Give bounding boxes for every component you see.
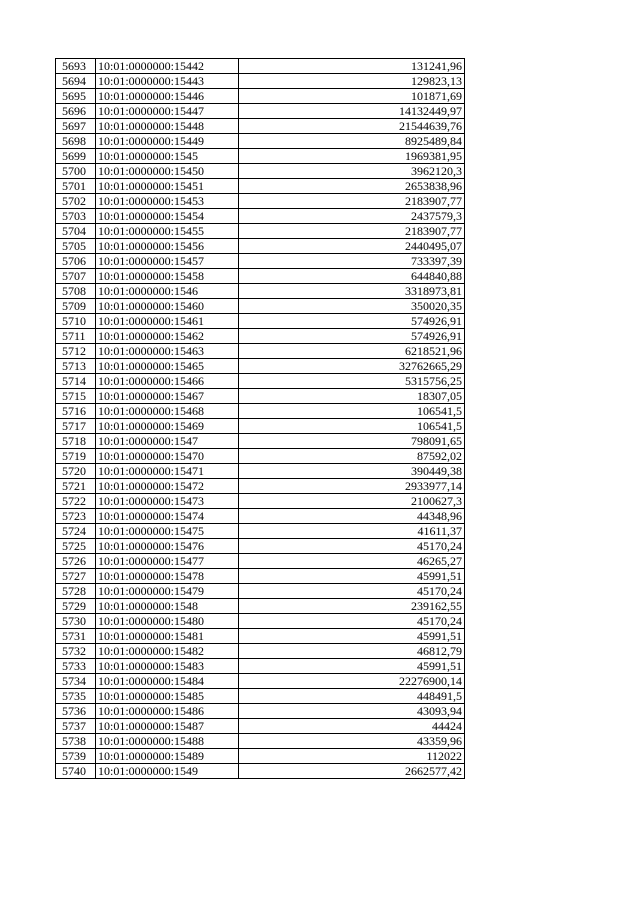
value-cell: 43093,94 <box>239 704 465 719</box>
value-cell: 44424 <box>239 719 465 734</box>
cadastral-number-cell: 10:01:0000000:1546 <box>96 284 239 299</box>
value-cell: 41611,37 <box>239 524 465 539</box>
row-number-cell: 5734 <box>56 674 96 689</box>
row-number-cell: 5717 <box>56 419 96 434</box>
cadastral-number-cell: 10:01:0000000:15453 <box>96 194 239 209</box>
row-number-cell: 5707 <box>56 269 96 284</box>
row-number-cell: 5732 <box>56 644 96 659</box>
cadastral-number-cell: 10:01:0000000:15448 <box>96 119 239 134</box>
row-number-cell: 5735 <box>56 689 96 704</box>
value-cell: 106541,5 <box>239 404 465 419</box>
table-row <box>56 629 465 644</box>
table-row <box>56 134 465 149</box>
table-row <box>56 254 465 269</box>
table-row <box>56 314 465 329</box>
row-number-cell: 5705 <box>56 239 96 254</box>
row-number-cell: 5725 <box>56 539 96 554</box>
cadastral-number-cell: 10:01:0000000:15471 <box>96 464 239 479</box>
value-cell: 8925489,84 <box>239 134 465 149</box>
value-cell: 574926,91 <box>239 329 465 344</box>
cadastral-number-cell: 10:01:0000000:15462 <box>96 329 239 344</box>
value-cell: 574926,91 <box>239 314 465 329</box>
row-number-cell: 5727 <box>56 569 96 584</box>
cadastral-number-cell: 10:01:0000000:15480 <box>96 614 239 629</box>
cadastral-number-cell: 10:01:0000000:15450 <box>96 164 239 179</box>
cadastral-number-cell: 10:01:0000000:15488 <box>96 734 239 749</box>
cadastral-number-cell: 10:01:0000000:15466 <box>96 374 239 389</box>
table-row <box>56 539 465 554</box>
cadastral-number-cell: 10:01:0000000:15457 <box>96 254 239 269</box>
row-number-cell: 5736 <box>56 704 96 719</box>
row-number-cell: 5731 <box>56 629 96 644</box>
cadastral-number-cell: 10:01:0000000:1548 <box>96 599 239 614</box>
cadastral-number-cell: 10:01:0000000:15465 <box>96 359 239 374</box>
row-number-cell: 5702 <box>56 194 96 209</box>
table-row <box>56 584 465 599</box>
table-row <box>56 149 465 164</box>
row-number-cell: 5723 <box>56 509 96 524</box>
value-cell: 106541,5 <box>239 419 465 434</box>
table-row <box>56 299 465 314</box>
row-number-cell: 5709 <box>56 299 96 314</box>
value-cell: 112022 <box>239 749 465 764</box>
row-number-cell: 5696 <box>56 104 96 119</box>
cadastral-number-cell: 10:01:0000000:15442 <box>96 59 239 74</box>
cadastral-number-cell: 10:01:0000000:15482 <box>96 644 239 659</box>
value-cell: 45170,24 <box>239 614 465 629</box>
cadastral-number-cell: 10:01:0000000:15487 <box>96 719 239 734</box>
value-cell: 44348,96 <box>239 509 465 524</box>
value-cell: 14132449,97 <box>239 104 465 119</box>
table-row <box>56 674 465 689</box>
cadastral-number-cell: 10:01:0000000:15447 <box>96 104 239 119</box>
table-row <box>56 164 465 179</box>
row-number-cell: 5695 <box>56 89 96 104</box>
value-cell: 798091,65 <box>239 434 465 449</box>
cadastral-number-cell: 10:01:0000000:15454 <box>96 209 239 224</box>
cadastral-number-cell: 10:01:0000000:15467 <box>96 389 239 404</box>
value-cell: 45991,51 <box>239 659 465 674</box>
value-cell: 3962120,3 <box>239 164 465 179</box>
table-row <box>56 119 465 134</box>
table-row <box>56 734 465 749</box>
row-number-cell: 5728 <box>56 584 96 599</box>
table-row <box>56 209 465 224</box>
value-cell: 2437579,3 <box>239 209 465 224</box>
value-cell: 2100627,3 <box>239 494 465 509</box>
cadastral-number-cell: 10:01:0000000:1545 <box>96 149 239 164</box>
row-number-cell: 5693 <box>56 59 96 74</box>
row-number-cell: 5697 <box>56 119 96 134</box>
cadastral-number-cell: 10:01:0000000:15472 <box>96 479 239 494</box>
cadastral-number-cell: 10:01:0000000:15463 <box>96 344 239 359</box>
table-row <box>56 719 465 734</box>
value-cell: 2653838,96 <box>239 179 465 194</box>
value-cell: 129823,13 <box>239 74 465 89</box>
table-row <box>56 749 465 764</box>
table-row <box>56 284 465 299</box>
table-body <box>56 59 465 779</box>
table-row <box>56 764 465 779</box>
value-cell: 45991,51 <box>239 569 465 584</box>
row-number-cell: 5714 <box>56 374 96 389</box>
value-cell: 43359,96 <box>239 734 465 749</box>
row-number-cell: 5729 <box>56 599 96 614</box>
cadastral-number-cell: 10:01:0000000:15455 <box>96 224 239 239</box>
value-cell: 644840,88 <box>239 269 465 284</box>
row-number-cell: 5740 <box>56 764 96 779</box>
row-number-cell: 5726 <box>56 554 96 569</box>
table-row <box>56 59 465 74</box>
table-row <box>56 554 465 569</box>
table-row <box>56 689 465 704</box>
row-number-cell: 5730 <box>56 614 96 629</box>
table-row <box>56 344 465 359</box>
value-cell: 2440495,07 <box>239 239 465 254</box>
value-cell: 45170,24 <box>239 539 465 554</box>
table-row <box>56 659 465 674</box>
table-row <box>56 74 465 89</box>
row-number-cell: 5703 <box>56 209 96 224</box>
row-number-cell: 5712 <box>56 344 96 359</box>
value-cell: 390449,38 <box>239 464 465 479</box>
table-row <box>56 509 465 524</box>
table-row <box>56 194 465 209</box>
table-row <box>56 359 465 374</box>
cadastral-number-cell: 10:01:0000000:15446 <box>96 89 239 104</box>
table-row <box>56 239 465 254</box>
table-row <box>56 524 465 539</box>
cadastral-number-cell: 10:01:0000000:15456 <box>96 239 239 254</box>
table-row <box>56 479 465 494</box>
row-number-cell: 5700 <box>56 164 96 179</box>
table-row <box>56 269 465 284</box>
table-row <box>56 89 465 104</box>
cadastral-number-cell: 10:01:0000000:15476 <box>96 539 239 554</box>
table-row <box>56 374 465 389</box>
value-cell: 21544639,76 <box>239 119 465 134</box>
table-row <box>56 569 465 584</box>
cadastral-number-cell: 10:01:0000000:15460 <box>96 299 239 314</box>
cadastral-number-cell: 10:01:0000000:15470 <box>96 449 239 464</box>
row-number-cell: 5733 <box>56 659 96 674</box>
cadastral-number-cell: 10:01:0000000:15484 <box>96 674 239 689</box>
row-number-cell: 5724 <box>56 524 96 539</box>
value-cell: 1969381,95 <box>239 149 465 164</box>
table-row <box>56 614 465 629</box>
table-row <box>56 419 465 434</box>
row-number-cell: 5718 <box>56 434 96 449</box>
row-number-cell: 5706 <box>56 254 96 269</box>
row-number-cell: 5737 <box>56 719 96 734</box>
table-row <box>56 494 465 509</box>
table-row <box>56 179 465 194</box>
cadastral-number-cell: 10:01:0000000:15483 <box>96 659 239 674</box>
cadastral-number-cell: 10:01:0000000:15469 <box>96 419 239 434</box>
row-number-cell: 5704 <box>56 224 96 239</box>
value-cell: 350020,35 <box>239 299 465 314</box>
cadastral-number-cell: 10:01:0000000:1547 <box>96 434 239 449</box>
cadastral-number-cell: 10:01:0000000:15485 <box>96 689 239 704</box>
cadastral-number-cell: 10:01:0000000:1549 <box>96 764 239 779</box>
table-row <box>56 644 465 659</box>
value-cell: 46812,79 <box>239 644 465 659</box>
value-cell: 32762665,29 <box>239 359 465 374</box>
value-cell: 3318973,81 <box>239 284 465 299</box>
value-cell: 733397,39 <box>239 254 465 269</box>
row-number-cell: 5716 <box>56 404 96 419</box>
cadastral-number-cell: 10:01:0000000:15458 <box>96 269 239 284</box>
cadastral-number-cell: 10:01:0000000:15475 <box>96 524 239 539</box>
row-number-cell: 5713 <box>56 359 96 374</box>
value-cell: 5315756,25 <box>239 374 465 389</box>
value-cell: 45991,51 <box>239 629 465 644</box>
cadastral-number-cell: 10:01:0000000:15461 <box>96 314 239 329</box>
table-row <box>56 104 465 119</box>
row-number-cell: 5738 <box>56 734 96 749</box>
row-number-cell: 5694 <box>56 74 96 89</box>
cadastral-number-cell: 10:01:0000000:15468 <box>96 404 239 419</box>
row-number-cell: 5720 <box>56 464 96 479</box>
cadastral-number-cell: 10:01:0000000:15443 <box>96 74 239 89</box>
row-number-cell: 5722 <box>56 494 96 509</box>
value-cell: 239162,55 <box>239 599 465 614</box>
row-number-cell: 5710 <box>56 314 96 329</box>
row-number-cell: 5701 <box>56 179 96 194</box>
table-row <box>56 449 465 464</box>
cadastral-number-cell: 10:01:0000000:15477 <box>96 554 239 569</box>
row-number-cell: 5739 <box>56 749 96 764</box>
data-table <box>55 58 465 779</box>
table-row <box>56 224 465 239</box>
value-cell: 448491,5 <box>239 689 465 704</box>
table-row <box>56 464 465 479</box>
value-cell: 2183907,77 <box>239 194 465 209</box>
value-cell: 2183907,77 <box>239 224 465 239</box>
table-row <box>56 404 465 419</box>
value-cell: 87592,02 <box>239 449 465 464</box>
cadastral-number-cell: 10:01:0000000:15449 <box>96 134 239 149</box>
cadastral-number-cell: 10:01:0000000:15481 <box>96 629 239 644</box>
table-row <box>56 434 465 449</box>
row-number-cell: 5699 <box>56 149 96 164</box>
value-cell: 2933977,14 <box>239 479 465 494</box>
table-row <box>56 599 465 614</box>
row-number-cell: 5719 <box>56 449 96 464</box>
cadastral-number-cell: 10:01:0000000:15478 <box>96 569 239 584</box>
value-cell: 6218521,96 <box>239 344 465 359</box>
table-row <box>56 329 465 344</box>
value-cell: 2662577,42 <box>239 764 465 779</box>
value-cell: 18307,05 <box>239 389 465 404</box>
cadastral-number-cell: 10:01:0000000:15474 <box>96 509 239 524</box>
table-row <box>56 704 465 719</box>
value-cell: 45170,24 <box>239 584 465 599</box>
value-cell: 101871,69 <box>239 89 465 104</box>
cadastral-number-cell: 10:01:0000000:15451 <box>96 179 239 194</box>
row-number-cell: 5721 <box>56 479 96 494</box>
cadastral-number-cell: 10:01:0000000:15489 <box>96 749 239 764</box>
cadastral-number-cell: 10:01:0000000:15486 <box>96 704 239 719</box>
value-cell: 46265,27 <box>239 554 465 569</box>
table-row <box>56 389 465 404</box>
cadastral-number-cell: 10:01:0000000:15479 <box>96 584 239 599</box>
value-cell: 22276900,14 <box>239 674 465 689</box>
row-number-cell: 5708 <box>56 284 96 299</box>
row-number-cell: 5711 <box>56 329 96 344</box>
row-number-cell: 5698 <box>56 134 96 149</box>
value-cell: 131241,96 <box>239 59 465 74</box>
cadastral-number-cell: 10:01:0000000:15473 <box>96 494 239 509</box>
row-number-cell: 5715 <box>56 389 96 404</box>
